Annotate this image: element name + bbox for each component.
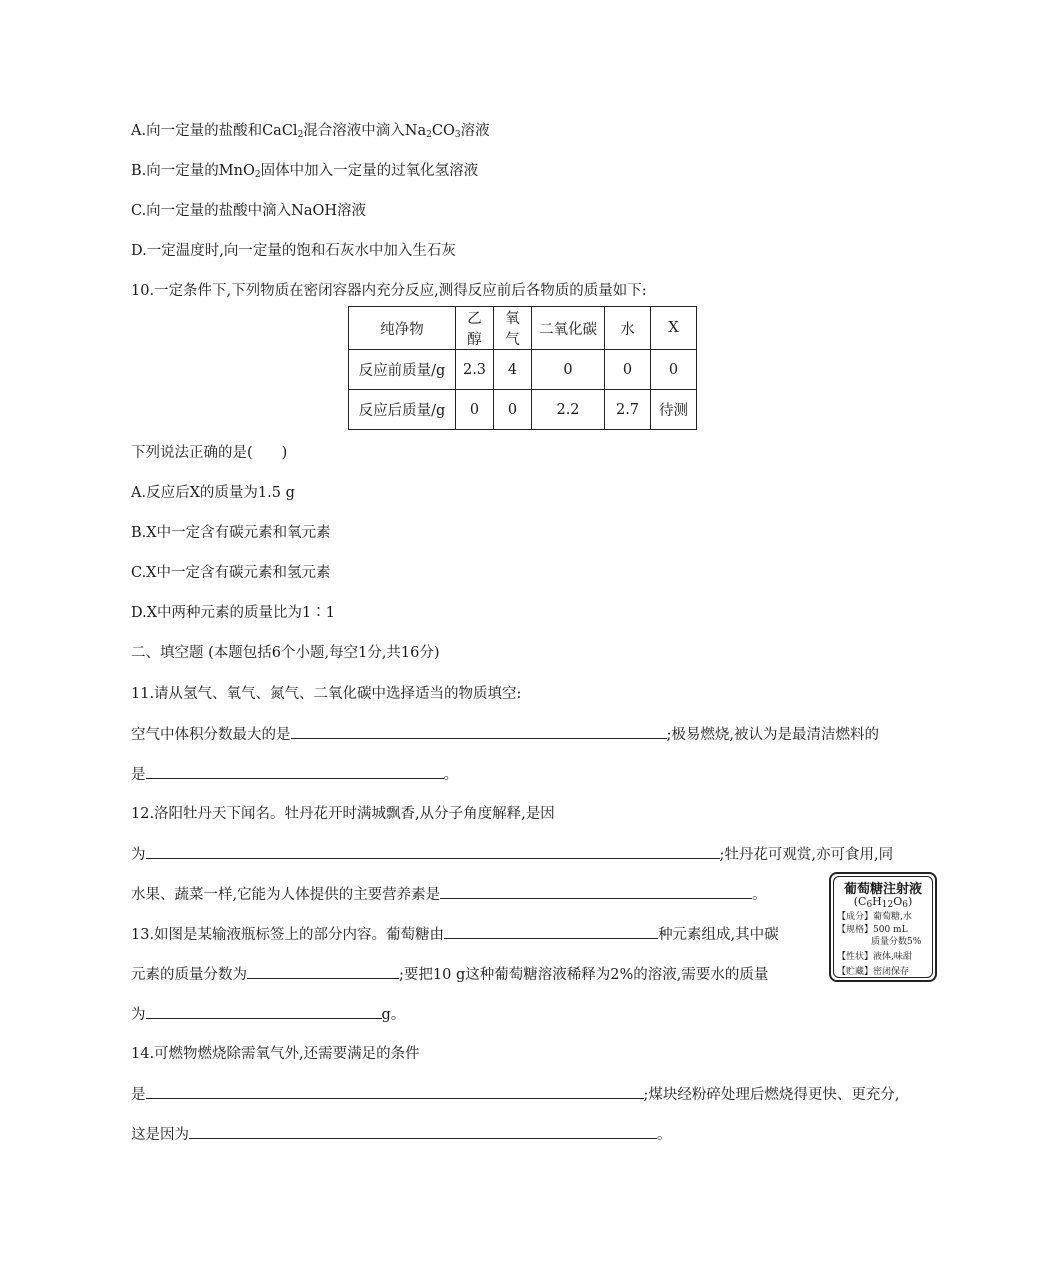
q14-line-3-text: 这是因为 xyxy=(131,1127,189,1143)
table-cell: 反应前质量/g xyxy=(349,350,456,390)
q14-stem: 14.可燃物燃烧除需氧气外,还需要满足的条件 xyxy=(131,1046,420,1062)
q13-line-3-text: 为 xyxy=(131,1007,146,1023)
q10-stem: 10.一定条件下,下列物质在密闭容器内充分反应,测得反应前后各物质的质量如下: xyxy=(131,283,647,299)
q11-stem: 11.请从氢气、氧气、氮气、二氧化碳中选择适当的物质填空: xyxy=(131,686,522,702)
q9-option-a-text-4: 溶液 xyxy=(460,123,490,139)
label-formula xyxy=(831,895,935,910)
q11-line-2 xyxy=(131,764,458,785)
q9-option-a xyxy=(131,121,490,145)
label-properties: 【性状】液体,味甜 xyxy=(837,952,912,962)
q11-line-2-text: 是 xyxy=(131,767,146,783)
table-header-cell: 乙醇 xyxy=(456,307,494,350)
q11-line-1-text: 空气中体积分数最大的是 xyxy=(131,727,291,743)
q11-line-1-text-2: ;极易燃烧,被认为是最清洁燃料的 xyxy=(666,727,879,743)
formula-text: (C xyxy=(853,895,867,908)
answer-blank[interactable] xyxy=(146,764,444,779)
table-header-cell: X xyxy=(651,307,697,350)
q13-line-2-text-2: ;要把10 g这种葡萄糖溶液稀释为2%的溶液,需要水的质量 xyxy=(399,967,769,983)
q10-option-c: C.X中一定含有碳元素和氢元素 xyxy=(131,565,331,581)
table-header-cell: 二氧化碳 xyxy=(532,307,605,350)
q13-line-2-text: 元素的质量分数为 xyxy=(131,967,247,983)
formula-text: O xyxy=(893,895,903,908)
table-cell: 待测 xyxy=(651,390,697,430)
subscript: 2 xyxy=(254,170,261,180)
section-heading: 二、填空题 (本题包括6个小题,每空1分,共16分) xyxy=(131,645,440,661)
q13-line-3 xyxy=(131,1004,405,1025)
table-cell: 0 xyxy=(532,350,605,390)
q14-line-2-text-2: ;煤块经粉碎处理后燃烧得更快、更充分, xyxy=(643,1087,900,1103)
subscript: 6 xyxy=(866,900,873,910)
q11-line-2-text-2: 。 xyxy=(443,767,458,783)
q14-line-2 xyxy=(131,1084,900,1105)
table-header-row xyxy=(349,307,697,350)
table-cell: 2.7 xyxy=(605,390,651,430)
q12-line-3-text: 水果、蔬菜一样,它能为人体提供的主要营养素是 xyxy=(131,887,441,903)
q13-line-1 xyxy=(131,924,779,945)
q14-line-3-text-2: 。 xyxy=(657,1127,672,1143)
q13-line-1-text-2: 种元素组成,其中碳 xyxy=(658,927,779,943)
q9-option-c: C.向一定量的盐酸中滴入NaOH溶液 xyxy=(131,203,367,219)
table-cell: 0 xyxy=(651,350,697,390)
table-cell: 反应后质量/g xyxy=(349,390,456,430)
q14-line-2-text: 是 xyxy=(131,1087,146,1103)
subscript: 12 xyxy=(881,900,894,910)
label-title: 葡萄糖注射液 xyxy=(843,882,922,897)
q10-mass-table xyxy=(348,306,697,430)
formula-text: ) xyxy=(907,895,913,908)
q9-option-a-text: A.向一定量的盐酸和CaCl xyxy=(131,123,298,139)
q12-line-2 xyxy=(131,844,893,865)
answer-blank[interactable] xyxy=(444,924,658,939)
q10-option-b: B.X中一定含有碳元素和氧元素 xyxy=(131,525,331,541)
table-row xyxy=(349,350,697,390)
q9-option-b-text: B.向一定量的MnO xyxy=(131,163,255,179)
q12-line-3 xyxy=(131,884,767,905)
label-storage: 【贮藏】密闭保存 xyxy=(837,967,910,977)
q13-line-2 xyxy=(131,964,768,985)
subscript: 2 xyxy=(297,130,304,140)
q12-line-2-text-2: ;牡丹花可观赏,亦可食用,同 xyxy=(719,847,894,863)
subscript: 2 xyxy=(426,130,432,140)
q9-option-b xyxy=(131,161,478,185)
q13-line-3-text-2: g。 xyxy=(381,1007,406,1023)
answer-blank[interactable] xyxy=(291,724,667,739)
q10-option-a: A.反应后X的质量为1.5 g xyxy=(131,485,295,501)
answer-blank[interactable] xyxy=(146,1004,382,1019)
table-header-cell: 水 xyxy=(605,307,651,350)
table-cell: 0 xyxy=(456,390,494,430)
subscript: 6 xyxy=(902,900,908,910)
label-ingredients: 【成分】葡萄糖,水 xyxy=(837,912,912,922)
q10-option-d: D.X中两种元素的质量比为1∶1 xyxy=(131,605,335,621)
table-row xyxy=(349,390,697,430)
table-cell: 0 xyxy=(605,350,651,390)
q14-line-3 xyxy=(131,1124,672,1145)
q12-line-3-text-2: 。 xyxy=(752,887,767,903)
answer-blank[interactable] xyxy=(440,884,752,899)
subscript: 3 xyxy=(454,130,461,140)
answer-blank[interactable] xyxy=(146,1084,644,1099)
table-cell: 2.2 xyxy=(532,390,605,430)
answer-blank[interactable] xyxy=(146,844,720,859)
q9-option-a-text-2: 混合溶液中滴入Na xyxy=(303,123,427,139)
formula-text: H xyxy=(872,895,882,908)
label-mass-fraction: 质量分数5% xyxy=(871,937,922,947)
table-header-cell: 纯净物 xyxy=(349,307,456,350)
q11-line-1 xyxy=(131,724,879,745)
q9-option-b-text-2: 固体中加入一定量的过氧化氢溶液 xyxy=(260,163,479,179)
answer-blank[interactable] xyxy=(189,1124,657,1139)
table-cell: 2.3 xyxy=(456,350,494,390)
label-spec: 【规格】500 mL xyxy=(837,925,908,935)
table-cell: 4 xyxy=(494,350,532,390)
q9-option-d: D.一定温度时,向一定量的饱和石灰水中加入生石灰 xyxy=(131,243,456,259)
q12-line-2-text: 为 xyxy=(131,847,146,863)
table-header-cell: 氧气 xyxy=(494,307,532,350)
q9-option-a-text-3: CO xyxy=(431,123,455,139)
q12-stem: 12.洛阳牡丹天下闻名。牡丹花开时满城飘香,从分子角度解释,是因 xyxy=(131,806,555,822)
q13-line-1-text: 13.如图是某输液瓶标签上的部分内容。葡萄糖由 xyxy=(131,927,445,943)
table-cell: 0 xyxy=(494,390,532,430)
answer-blank[interactable] xyxy=(247,964,399,979)
glucose-label-card xyxy=(829,872,937,982)
q10-prompt: 下列说法正确的是( ) xyxy=(131,445,288,461)
